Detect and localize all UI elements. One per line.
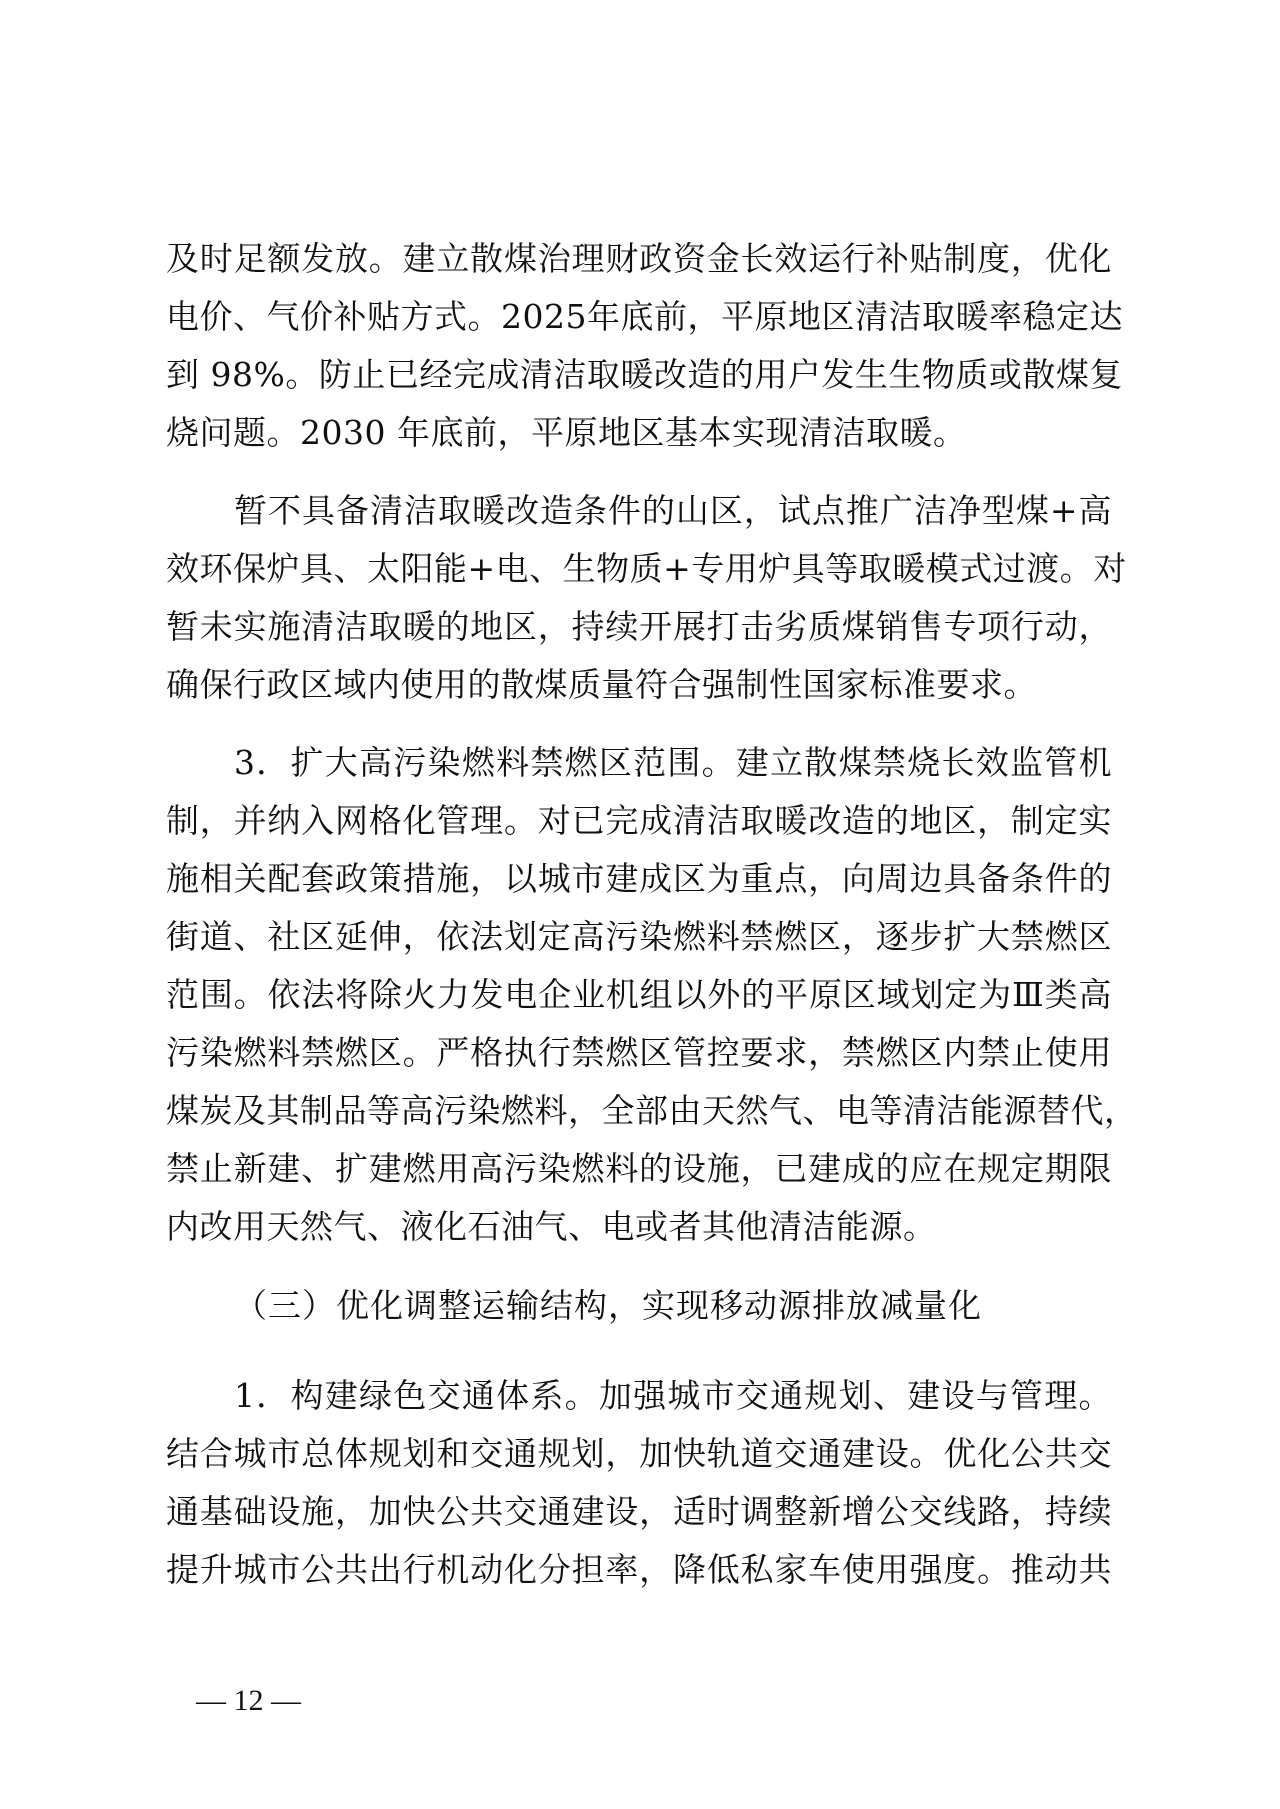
- paragraph-line: 街道、社区延伸，依法划定高污染燃料禁燃区，逐步扩大禁燃区: [166, 917, 1112, 956]
- paragraph-line: 到 98%。防止已经完成清洁取暖改造的用户发生生物质或散煤复: [166, 355, 1123, 394]
- paragraph-line: 电价、气价补贴方式。2025年底前，平原地区清洁取暖率稳定达: [166, 297, 1123, 336]
- paragraph-line: 煤炭及其制品等高污染燃料，全部由天然气、电等清洁能源替代，: [166, 1091, 1138, 1130]
- paragraph-line: 污染燃料禁燃区。严格执行禁燃区管控要求，禁燃区内禁止使用: [166, 1033, 1112, 1072]
- paragraph-line: 效环保炉具、太阳能+电、生物质+专用炉具等取暖模式过渡。对: [166, 549, 1127, 588]
- paragraph-line: 内改用天然气、液化石油气、电或者其他清洁能源。: [166, 1207, 937, 1246]
- section-heading: （三）优化调整运输结构，实现移动源排放减量化: [234, 1286, 982, 1325]
- paragraph-line: 施相关配套政策措施，以城市建成区为重点，向周边具备条件的: [166, 859, 1112, 898]
- paragraph-line: 结合城市总体规划和交通规划，加快轨道交通建设。优化公共交: [166, 1434, 1112, 1473]
- paragraph-4: [166, 1367, 1112, 1599]
- paragraph-line: 暂未实施清洁取暖的地区，持续开展打击劣质煤销售专项行动，: [166, 607, 1112, 646]
- paragraph-1: [166, 230, 1123, 462]
- paragraph-line: 烧问题。2030 年底前，平原地区基本实现清洁取暖。: [166, 413, 967, 452]
- paragraph-2: [166, 482, 1127, 714]
- paragraph-line: 制，并纳入网格化管理。对已完成清洁取暖改造的地区，制定实: [166, 801, 1112, 840]
- page-number: — 12 —: [196, 1684, 301, 1717]
- paragraph-line: 及时足额发放。建立散煤治理财政资金长效运行补贴制度，优化: [166, 239, 1112, 278]
- paragraph-line: 确保行政区域内使用的散煤质量符合强制性国家标准要求。: [166, 665, 1037, 704]
- paragraph-line: 提升城市公共出行机动化分担率，降低私家车使用强度。推动共: [166, 1550, 1112, 1589]
- section-heading-block: [166, 1277, 1112, 1335]
- paragraph-line: 通基础设施，加快公共交通建设，适时调整新增公交线路，持续: [166, 1492, 1112, 1531]
- paragraph-line: 3．扩大高污染燃料禁燃区范围。建立散煤禁烧长效监管机: [234, 743, 1112, 782]
- paragraph-line: 范围。依法将除火力发电企业机组以外的平原区域划定为Ⅲ类高: [166, 975, 1112, 1014]
- paragraph-line: 1．构建绿色交通体系。加强城市交通规划、建设与管理。: [234, 1376, 1112, 1415]
- paragraph-3: [166, 734, 1138, 1256]
- paragraph-line: 暂不具备清洁取暖改造条件的山区，试点推广洁净型煤+高: [234, 491, 1112, 530]
- paragraph-line: 禁止新建、扩建燃用高污染燃料的设施，已建成的应在规定期限: [166, 1149, 1112, 1188]
